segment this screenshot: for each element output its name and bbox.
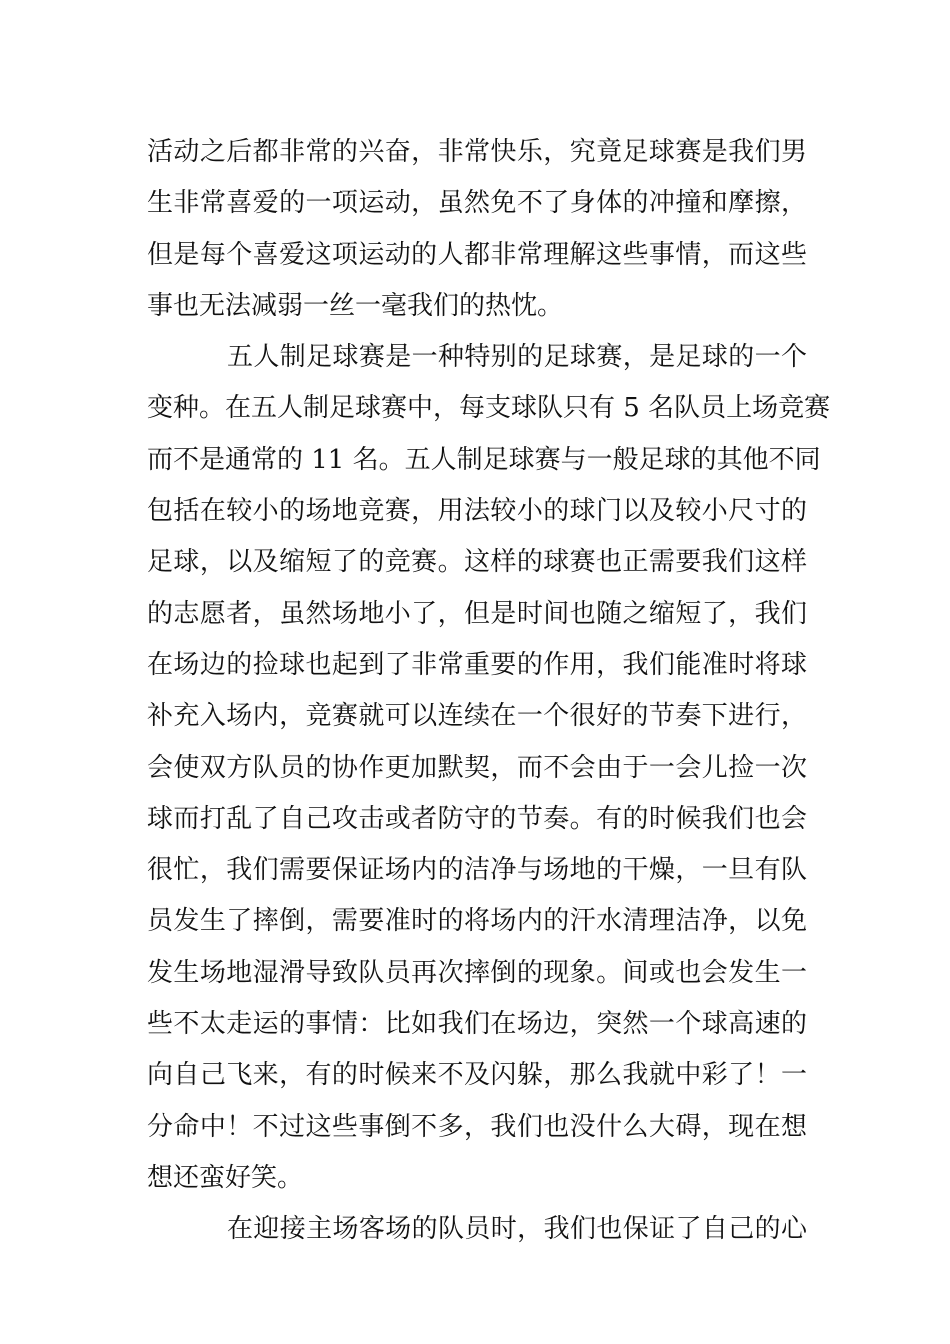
text-line: 向自己飞来，有的时候来不及闪躲，那么我就中彩了！一 [147,1060,807,1091]
text-line: 补充入场内，竞赛就可以连续在一个很好的节奏下进行， [147,701,807,732]
paragraph-1 [147,127,807,332]
text-line: 些不太走运的事情：比如我们在场边，突然一个球高速的 [147,1009,807,1040]
text-line: 而不是通常的 11 名。五人制足球赛与一般足球的其他不同 [147,444,821,475]
text-line: 事也无法减弱一丝一毫我们的热忱。 [147,290,564,321]
text-line: 足球，以及缩短了的竞赛。这样的球赛也正需要我们这样 [147,547,807,578]
text-line: 的志愿者，虽然场地小了，但是时间也随之缩短了，我们 [147,598,807,629]
paragraph-2 [147,332,831,1204]
text-line: 发生场地湿滑导致队员再次摔倒的现象。间或也会发生一 [147,957,807,988]
text-line: 员发生了摔倒，需要准时的将场内的汗水清理洁净，以免 [147,906,807,937]
text-line: 活动之后都非常的兴奋，非常快乐，究竟足球赛是我们男 [147,137,807,167]
text-line: 生非常喜爱的一项运动，虽然免不了身体的冲撞和摩擦， [147,188,807,219]
text-line: 包括在较小的场地竞赛，用法较小的球门以及较小尺寸的 [147,496,807,527]
text-line: 分命中！不过这些事倒不多，我们也没什么大碍，现在想 [147,1111,807,1142]
text-line: 在迎接主场客场的队员时，我们也保证了自己的心 [227,1214,807,1245]
text-line: 五人制足球赛是一种特别的足球赛，是足球的一个 [227,342,807,373]
text-line: 会使双方队员的协作更加默契，而不会由于一会儿捡一次 [147,752,807,783]
text-line: 想还蛮好笑。 [147,1162,304,1193]
document-body [147,127,831,1256]
text-line: 但是每个喜爱这项运动的人都非常理解这些事情，而这些 [147,239,807,270]
text-line: 很忙，我们需要保证场内的洁净与场地的干燥，一旦有队 [147,855,807,886]
text-line: 球而打乱了自己攻击或者防守的节奏。有的时候我们也会 [147,803,807,834]
text-line: 变种。在五人制足球赛中，每支球队只有 5 名队员上场竞赛 [147,393,831,424]
text-line: 在场边的捡球也起到了非常重要的作用，我们能准时将球 [147,649,807,680]
paragraph-3 [147,1204,807,1255]
